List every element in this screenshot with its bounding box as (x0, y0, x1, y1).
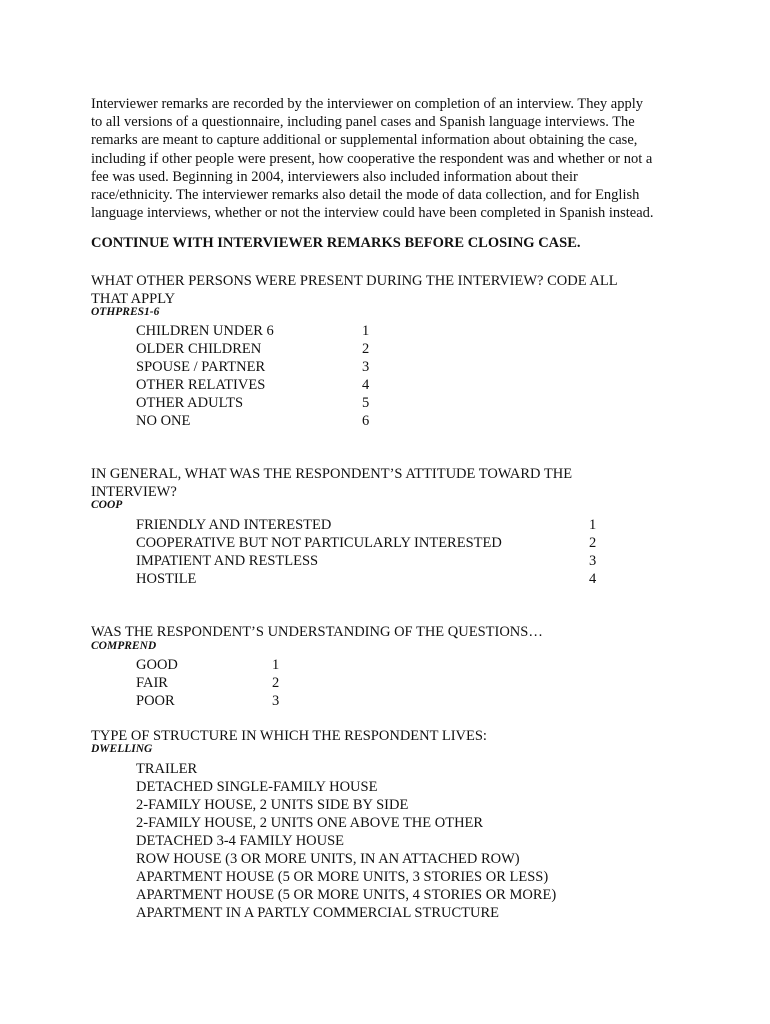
option-label: OTHER RELATIVES (136, 377, 266, 393)
continue-instruction: CONTINUE WITH INTERVIEWER REMARKS BEFORE CLOSING CASE. (91, 235, 581, 251)
option-label: SPOUSE / PARTNER (136, 359, 266, 375)
option-row (136, 358, 370, 376)
options-coop (136, 516, 597, 588)
option-code: 1 (272, 657, 280, 673)
option-label: 2-FAMILY HOUSE, 2 UNITS ONE ABOVE THE OTHER (136, 815, 484, 831)
question-line: WAS THE RESPONDENT’S UNDERSTANDING OF THE QUESTIONS… (91, 624, 543, 640)
option-label: APARTMENT HOUSE (5 OR MORE UNITS, 3 STORIES OR LESS) (136, 869, 549, 885)
option-code: 4 (589, 571, 597, 587)
option-row (136, 832, 556, 850)
option-code: 4 (362, 377, 370, 393)
variable-name-comprend: COMPREND (91, 640, 157, 652)
question-line: WHAT OTHER PERSONS WERE PRESENT DURING THE INTERVIEW? CODE ALL (91, 273, 618, 289)
option-row (136, 570, 597, 588)
option-row (136, 796, 556, 814)
option-label: IMPATIENT AND RESTLESS (136, 553, 319, 569)
question-line: INTERVIEW? (91, 484, 177, 500)
option-label: NO ONE (136, 413, 191, 429)
option-code: 3 (362, 359, 370, 375)
options-comprend (136, 656, 280, 710)
option-label: GOOD (136, 657, 178, 673)
variable-name-dwelling: DWELLING (91, 743, 153, 755)
option-label: COOPERATIVE BUT NOT PARTICULARLY INTERESTED (136, 535, 502, 551)
options-othpres (136, 322, 370, 430)
option-label: TRAILER (136, 761, 198, 777)
option-code: 3 (272, 693, 280, 709)
option-row (136, 760, 556, 778)
option-code: 2 (272, 675, 280, 691)
option-label: FRIENDLY AND INTERESTED (136, 517, 332, 533)
option-row (136, 886, 556, 904)
option-label: HOSTILE (136, 571, 197, 587)
option-row (136, 814, 556, 832)
option-row (136, 376, 370, 394)
option-label: DETACHED SINGLE-FAMILY HOUSE (136, 779, 378, 795)
option-row (136, 904, 556, 922)
option-row (136, 850, 556, 868)
option-code: 2 (589, 535, 597, 551)
option-label: APARTMENT IN A PARTLY COMMERCIAL STRUCTURE (136, 905, 499, 921)
option-code: 3 (589, 553, 597, 569)
option-code: 5 (362, 395, 370, 411)
option-label: 2-FAMILY HOUSE, 2 UNITS SIDE BY SIDE (136, 797, 409, 813)
question-comprend (91, 623, 543, 641)
option-code: 6 (362, 413, 370, 429)
option-row (136, 340, 370, 358)
option-label: POOR (136, 693, 175, 709)
option-row (136, 412, 370, 430)
variable-name-othpres: OTHPRES1-6 (91, 306, 160, 318)
option-code: 1 (589, 517, 597, 533)
intro-line: to all versions of a questionnaire, including panel cases and Spanish language interviews. The (91, 114, 635, 131)
option-label: OTHER ADULTS (136, 395, 244, 411)
intro-paragraph (91, 95, 691, 222)
option-row (136, 516, 597, 534)
intro-line: fee was used. Beginning in 2004, interviewers also included information about their (91, 168, 578, 185)
option-row (136, 778, 556, 796)
option-row (136, 394, 370, 412)
option-row (136, 552, 597, 570)
options-dwelling (136, 760, 556, 922)
option-label: APARTMENT HOUSE (5 OR MORE UNITS, 4 STORIES OR MORE) (136, 887, 557, 903)
intro-line: language interviews, whether or not the interview could have been completed in Spanish instead. (91, 205, 654, 222)
intro-line: race/ethnicity. The interviewer remarks also detail the mode of data collection, and for English (91, 187, 640, 204)
option-label: DETACHED 3-4 FAMILY HOUSE (136, 833, 345, 849)
option-code: 2 (362, 341, 370, 357)
question-line: THAT APPLY (91, 291, 176, 307)
intro-line: including if other people were present, how cooperative the respondent was and whether or not a (91, 150, 653, 167)
option-label: OLDER CHILDREN (136, 341, 262, 357)
option-label: CHILDREN UNDER 6 (136, 323, 274, 339)
question-line: TYPE OF STRUCTURE IN WHICH THE RESPONDENT LIVES: (91, 728, 487, 744)
question-othpres (91, 272, 618, 308)
question-line: IN GENERAL, WHAT WAS THE RESPONDENT’S ATTITUDE TOWARD THE (91, 466, 573, 482)
intro-line: remarks are meant to capture additional or supplemental information about obtaining the case, (91, 132, 638, 149)
intro-line: Interviewer remarks are recorded by the interviewer on completion of an interview. They apply (91, 96, 643, 112)
option-code: 1 (362, 323, 370, 339)
option-row (136, 868, 556, 886)
question-coop (91, 465, 572, 501)
option-row (136, 674, 280, 692)
variable-name-coop: COOP (91, 499, 123, 511)
option-row (136, 656, 280, 674)
option-label: FAIR (136, 675, 168, 691)
option-row (136, 692, 280, 710)
option-row (136, 534, 597, 552)
option-label: ROW HOUSE (3 OR MORE UNITS, IN AN ATTACHED ROW) (136, 851, 520, 867)
option-row (136, 322, 370, 340)
